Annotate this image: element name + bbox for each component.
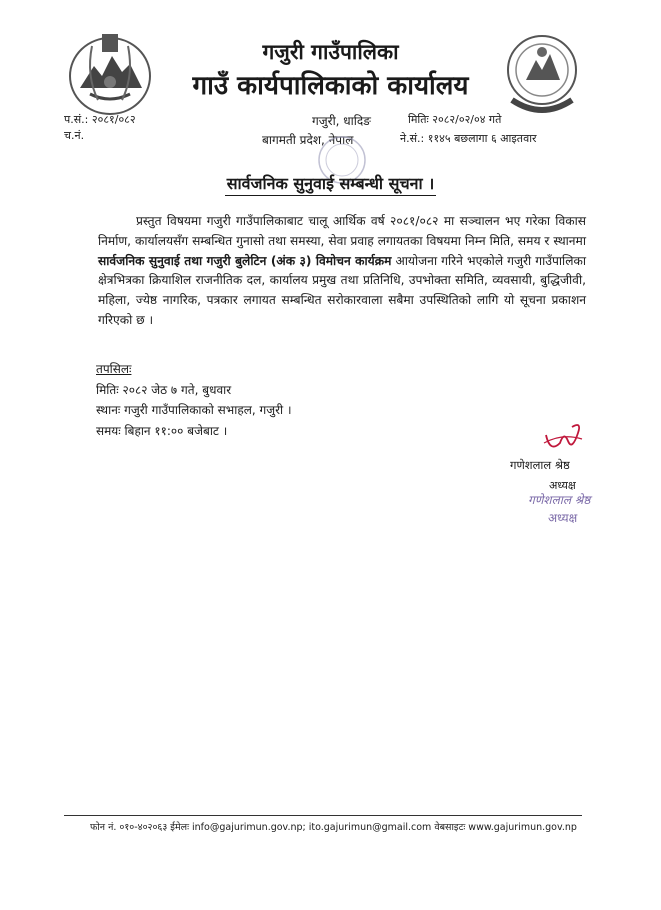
event-details — [96, 359, 292, 441]
signatory-name: गणेशलाल श्रेष्ठ — [510, 458, 570, 472]
municipality-name: गजुरी गाउँपालिका — [262, 40, 399, 64]
signature-icon — [538, 413, 586, 461]
event-place: स्थानः गजुरी गाउँपालिकाको सभाहल, गजुरी । — [96, 403, 292, 417]
office-name: गाउँ कार्यपालिकाको कार्यालय — [192, 71, 469, 101]
stamp-signatory-role: अध्यक्ष — [548, 511, 578, 525]
event-time: समयः बिहान ११:०० बजेबाट । — [96, 423, 228, 438]
stamp-signatory-name: गणेशलाल श्रेष्ठ — [528, 493, 591, 507]
notice-body: प्रस्तुत विषयमा गजुरी गाउँपालिकाबाट चालू आर्थिक वर्ष २०८१/०८२ मा सञ्चालन भए गरेका विकास निर्माण, कार्यालयसँग सम्बन्धित गुनासो तथा समस्या, सेवा प्रवाह लगायतका विषयमा निम्न मिति, समय र स्थानमा सार्वजनिक सुनुवाई तथा गजुरी बुलेटिन (अंक ३) विमोचन कार्यक्रम आयोजना गरिने भएकोले गजुरी गाउँपालिका क्षेत्रभित्रका क्रियाशिल राजनीतिक दल, कार्यालय प्रमुख तथा प्रतिनिधि, उपभोक्ता समिति, व्यवसायी, बुद्धिजीवी, महिला, ज्येष्ठ नागरिक, पत्रकार लगायत सम्बन्धित सरोकारवाला सबैमा उपस्थितिको लागि यो सूचना प्रकाशन गरिएको छ । — [98, 214, 586, 327]
address-line2: बागमती प्रदेश, नेपाल — [262, 133, 354, 147]
notice-heading: सार्वजनिक सुनुवाई सम्बन्धी सूचना । — [0, 172, 661, 194]
event-date: मितिः २०८२ जेठ ७ गते, बुधवार — [96, 382, 232, 397]
dispatch-number: च.नं. — [64, 129, 85, 142]
reference-number: प.सं.: २०८१/०८२ — [64, 113, 136, 126]
address-line1: गजुरी, धादिङ — [312, 114, 371, 128]
details-label: तपसिलः — [96, 362, 132, 376]
date-nepal-sambat: ने.सं.: ११४५ बछलागा ६ आइतवार — [400, 132, 537, 145]
signatory-role: अध्यक्ष — [549, 479, 576, 492]
footer-divider — [64, 815, 582, 816]
footer-contact: फोन नं. ०१०-४०२०६३ ईमेलः info@gajurimun.gov.np; ito.gajurimun@gmail.com वेबसाइटः www.gajurimun.gov.np — [90, 822, 577, 833]
date-bs: मितिः २०८२/०२/०४ गते — [408, 113, 502, 126]
program-name: सार्वजनिक सुनुवाई तथा गजुरी बुलेटिन (अंक ३) विमोचन कार्यक्रम — [98, 253, 392, 268]
